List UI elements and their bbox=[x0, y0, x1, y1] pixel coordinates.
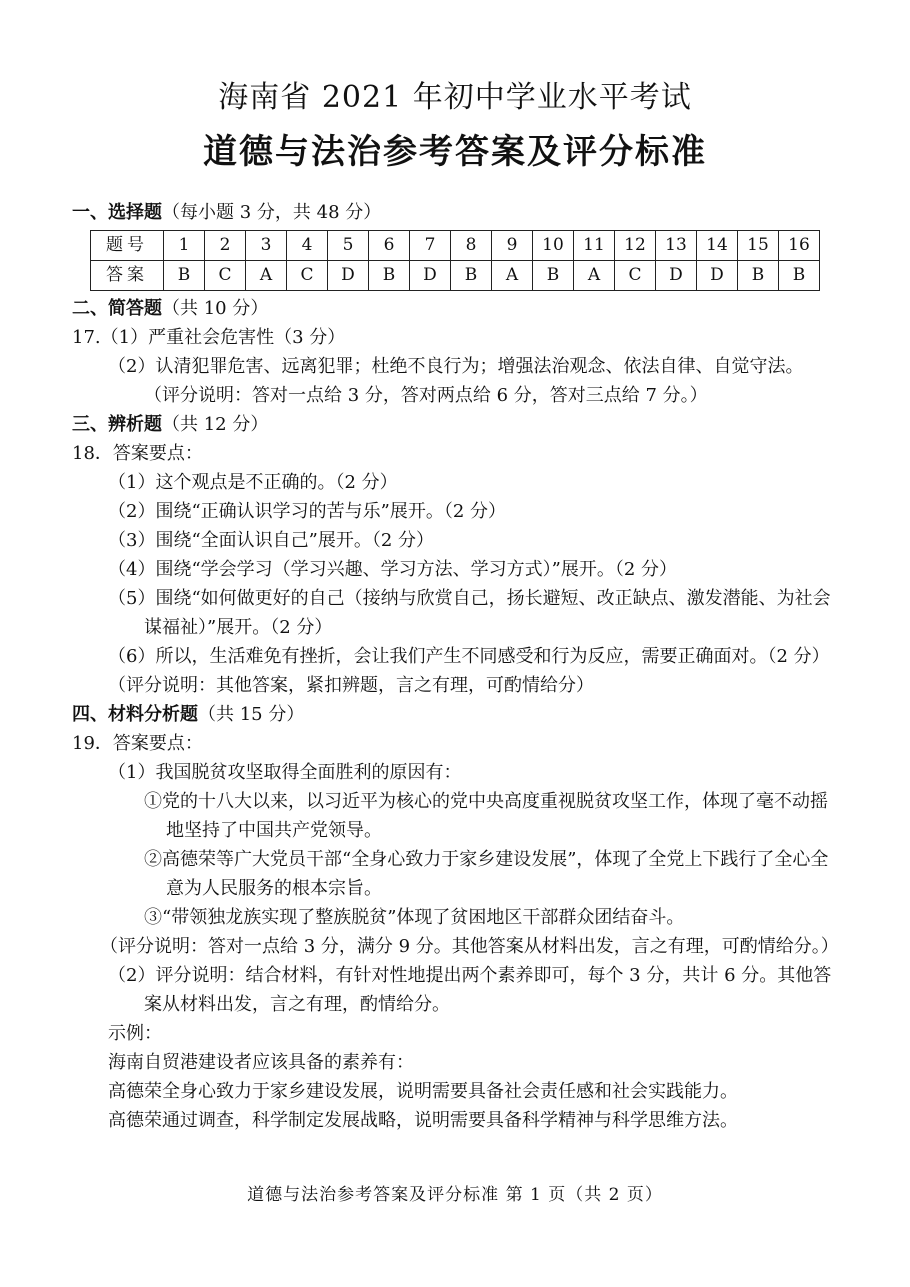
section4-heading: 四、材料分析题（共 15 分） bbox=[72, 704, 305, 725]
question-number: 15 bbox=[738, 231, 779, 261]
question-number: 14 bbox=[697, 231, 738, 261]
question-number: 4 bbox=[287, 231, 328, 261]
example-line2: 高德荣全身心致力于家乡建设发展，说明需要具备社会责任感和社会实践能力。 bbox=[108, 1081, 738, 1102]
answer-table bbox=[90, 230, 820, 291]
answer-cell: D bbox=[697, 261, 738, 291]
answer-cell: B bbox=[164, 261, 205, 291]
example-line3: 高德荣通过调查，科学制定发展战略，说明需要具备科学精神与科学思维方法。 bbox=[108, 1110, 738, 1131]
q19-subpoint1: ①党的十八大以来，以习近平为核心的党中央高度重视脱贫攻坚工作，体现了毫不动摇地坚持了中国共产党领导。 bbox=[144, 791, 828, 841]
question-number: 3 bbox=[246, 231, 287, 261]
q17-part1: 17.（1）严重社会危害性（3 分） bbox=[72, 327, 346, 348]
row-label-answer: 答案 bbox=[91, 261, 164, 291]
answer-cell: B bbox=[451, 261, 492, 291]
answer-cell: B bbox=[779, 261, 820, 291]
answer-cell: C bbox=[205, 261, 246, 291]
question-number: 10 bbox=[533, 231, 574, 261]
answer-cell: A bbox=[574, 261, 615, 291]
question-number: 7 bbox=[410, 231, 451, 261]
document-title: 道德与法治参考答案及评分标准 bbox=[203, 132, 707, 172]
q19-part1: （1）我国脱贫攻坚取得全面胜利的原因有： bbox=[108, 762, 462, 783]
q17-part2: （2）认清犯罪危害、远离犯罪；杜绝不良行为；增强法治观念、依法自律、自觉守法。 bbox=[108, 356, 804, 377]
question-number: 8 bbox=[451, 231, 492, 261]
answer-cell: D bbox=[410, 261, 451, 291]
example-line1: 海南自贸港建设者应该具备的素养有： bbox=[108, 1052, 414, 1073]
q17-scoring-note: （评分说明：答对一点给 3 分，答对两点给 6 分，答对三点给 7 分。） bbox=[144, 385, 708, 406]
answer-cell: A bbox=[246, 261, 287, 291]
question-number: 5 bbox=[328, 231, 369, 261]
q18-point5: （5）围绕“如何做更好的自己（接纳与欣赏自己，扬长避短、改正缺点、激发潜能、为社会谋福祉）”展开。（2 分） bbox=[108, 588, 831, 638]
q18-point1: （1）这个观点是不正确的。（2 分） bbox=[108, 472, 398, 493]
question-number: 16 bbox=[779, 231, 820, 261]
q19-subpoint3: ③“带领独龙族实现了整族脱贫”体现了贫困地区干部群众团结奋斗。 bbox=[144, 907, 685, 928]
answer-cell: D bbox=[328, 261, 369, 291]
q18-point3: （3）围绕“全面认识自己”展开。（2 分） bbox=[108, 530, 435, 551]
q19-scoring-note1: （评分说明：答对一点给 3 分，满分 9 分。其他答案从材料出发，言之有理，可酌情给分。） bbox=[100, 936, 839, 957]
answer-cell: D bbox=[656, 261, 697, 291]
question-number: 13 bbox=[656, 231, 697, 261]
answer-cell: C bbox=[615, 261, 656, 291]
q19-subpoint2: ②高德荣等广大党员干部“全身心致力于家乡建设发展”，体现了全党上下践行了全心全意为人民服务的根本宗旨。 bbox=[144, 849, 829, 899]
answer-cell: B bbox=[533, 261, 574, 291]
q19-part2: （2）评分说明：结合材料，有针对性地提出两个素养即可，每个 3 分，共计 6 分。其他答案从材料出发，言之有理，酌情给分。 bbox=[108, 965, 832, 1015]
answer-cell: A bbox=[492, 261, 533, 291]
question-number: 1 bbox=[164, 231, 205, 261]
q18-point4: （4）围绕“学会学习（学习兴趣、学习方法、学习方式）”展开。（2 分） bbox=[108, 559, 678, 580]
exam-title: 海南省 2021 年初中学业水平考试 bbox=[218, 80, 692, 115]
q18-scoring-note: （评分说明：其他答案，紧扣辨题，言之有理，可酌情给分） bbox=[108, 675, 594, 696]
answer-row bbox=[91, 261, 820, 291]
question-number: 11 bbox=[574, 231, 615, 261]
q18-point2: （2）围绕“正确认识学习的苦与乐”展开。（2 分） bbox=[108, 501, 507, 522]
example-label: 示例： bbox=[108, 1023, 162, 1044]
question-number: 2 bbox=[205, 231, 246, 261]
answer-cell: B bbox=[369, 261, 410, 291]
answer-cell: C bbox=[287, 261, 328, 291]
section1-heading: 一、选择题（每小题 3 分，共 48 分） bbox=[72, 202, 382, 223]
document-body bbox=[72, 198, 839, 1135]
row-label-question: 题号 bbox=[91, 231, 164, 261]
question-number: 12 bbox=[615, 231, 656, 261]
question-number: 9 bbox=[492, 231, 533, 261]
answer-cell: B bbox=[738, 261, 779, 291]
q19-heading: 19．答案要点： bbox=[72, 733, 203, 754]
q18-heading: 18．答案要点： bbox=[72, 443, 203, 464]
question-number-row bbox=[91, 231, 820, 261]
section2-heading: 二、简答题（共 10 分） bbox=[72, 298, 269, 319]
question-number: 6 bbox=[369, 231, 410, 261]
section3-heading: 三、辨析题（共 12 分） bbox=[72, 414, 269, 435]
q18-point6: （6）所以，生活难免有挫折，会让我们产生不同感受和行为反应，需要正确面对。（2 分） bbox=[108, 646, 830, 667]
page-footer: 道德与法治参考答案及评分标准 第 1 页（共 2 页） bbox=[247, 1185, 663, 1205]
